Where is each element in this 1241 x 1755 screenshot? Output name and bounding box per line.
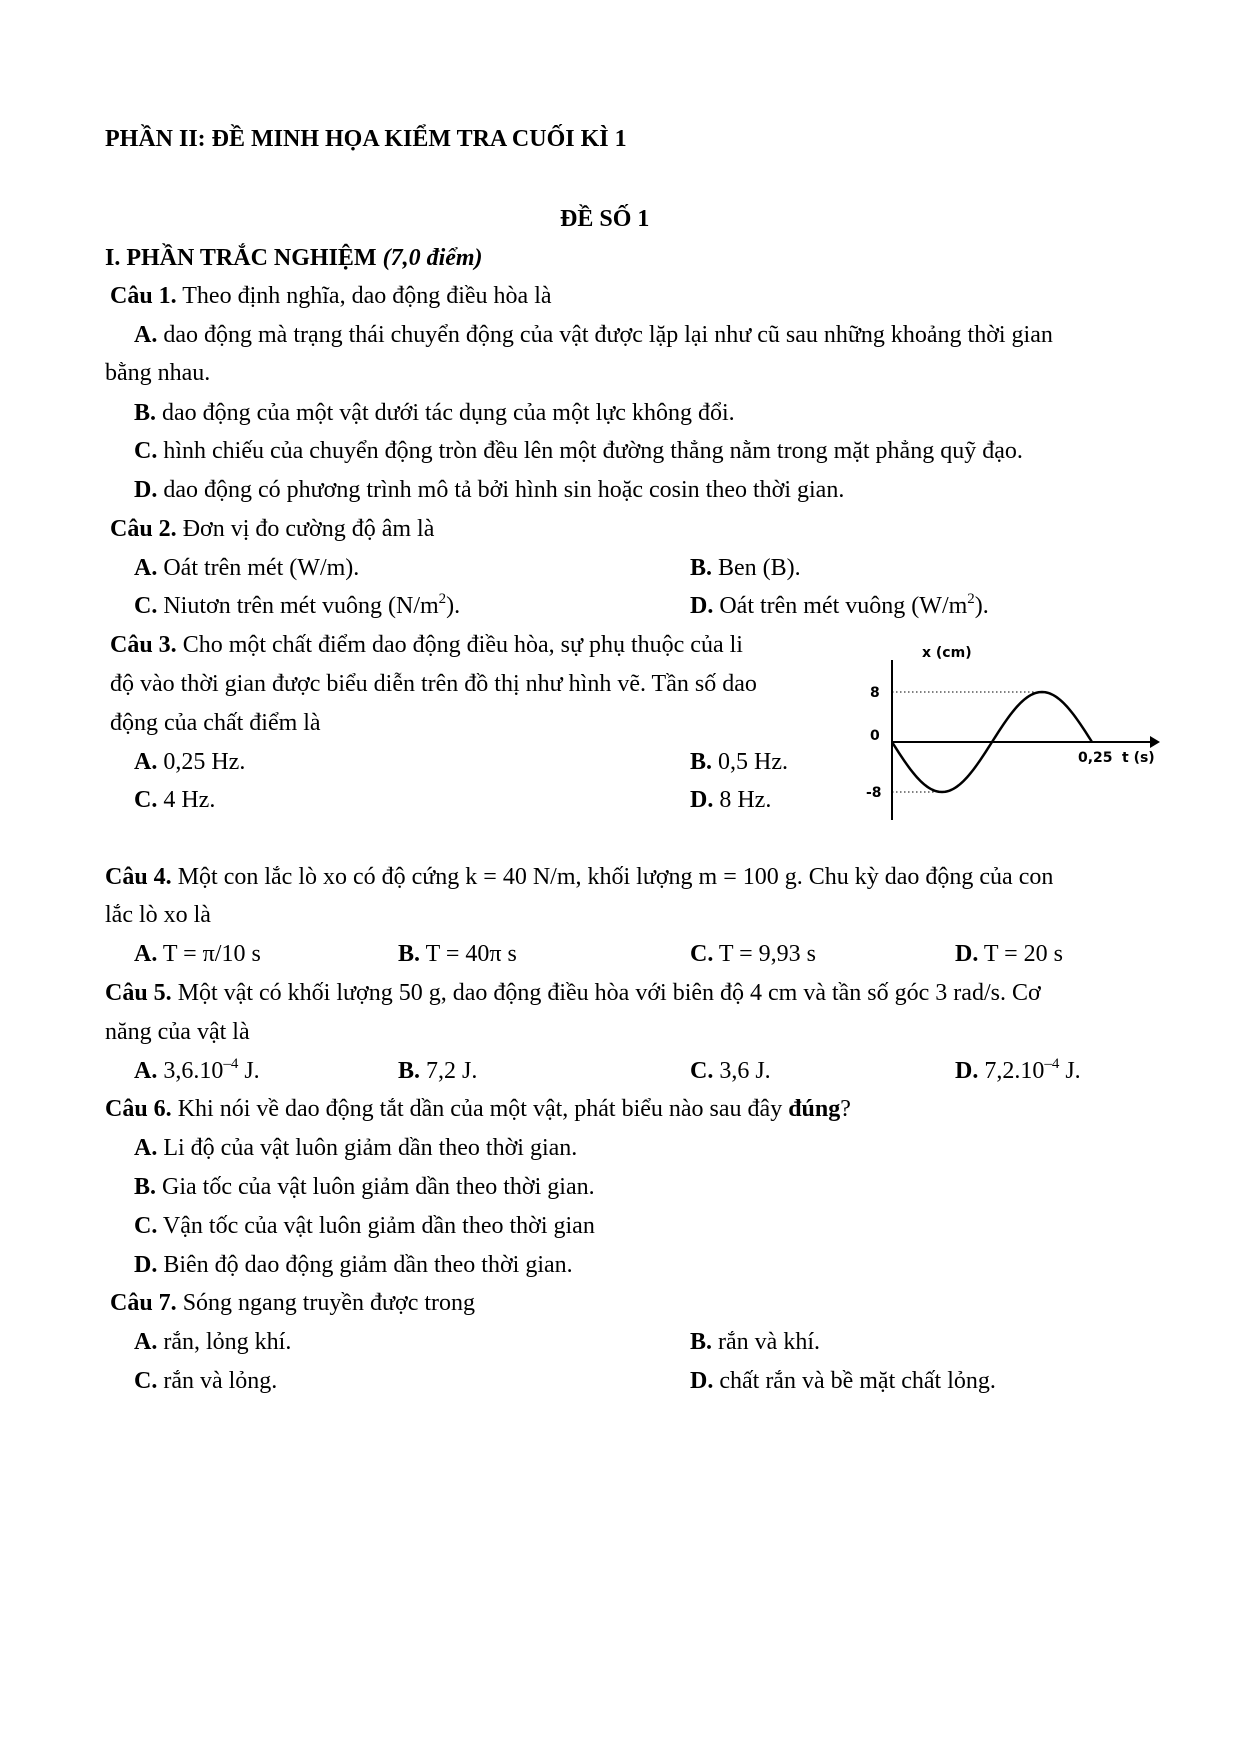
- option-text: Biên độ dao động giảm dần theo thời gian.: [163, 1252, 573, 1278]
- option-text-end: ).: [974, 593, 989, 619]
- x-axis-label: t (s): [1122, 750, 1155, 766]
- option-text: T = 9,93 s: [718, 941, 817, 967]
- option-label: D.: [690, 787, 714, 813]
- q2-option-c[interactable]: [134, 591, 460, 621]
- section-points: (7,0 điểm): [382, 245, 483, 271]
- question-7-text: Sóng ngang truyền được trong: [182, 1290, 476, 1316]
- q1-option-a[interactable]: [134, 320, 1053, 350]
- option-text: 0,25 Hz.: [163, 749, 246, 775]
- option-text: Li độ của vật luôn giảm dần theo thời gian.: [163, 1135, 578, 1161]
- question-4-label: Câu 4.: [105, 864, 172, 890]
- option-label: A.: [134, 941, 158, 967]
- option-label: C.: [690, 1058, 714, 1084]
- option-text: dao động có phương trình mô tả bởi hình sin hoặc cosin theo thời gian.: [163, 477, 845, 503]
- y-axis-label: x (cm): [922, 645, 972, 661]
- option-text: 3,6.10: [163, 1058, 224, 1084]
- q1-option-c[interactable]: [134, 436, 1023, 466]
- question-6-text: Khi nói về dao động tắt dần của một vật, phát biểu nào sau đây: [177, 1096, 789, 1122]
- exam-title: ĐỀ SỐ 1: [560, 206, 650, 232]
- option-label: D.: [955, 941, 979, 967]
- option-text: 4 Hz.: [163, 787, 216, 813]
- q4-option-a[interactable]: [134, 939, 261, 969]
- option-label: A.: [134, 1058, 158, 1084]
- question-7-label: Câu 7.: [110, 1290, 177, 1316]
- q6-option-d[interactable]: [134, 1250, 573, 1280]
- question-3-label: Câu 3.: [110, 632, 177, 658]
- q7-option-b[interactable]: [690, 1327, 820, 1357]
- option-text: T = π/10 s: [162, 941, 261, 967]
- q2-option-d[interactable]: [690, 591, 989, 621]
- question-1-text: Theo định nghĩa, dao động điều hòa là: [182, 283, 552, 309]
- q4-option-b[interactable]: [398, 939, 517, 969]
- question-2-label: Câu 2.: [110, 516, 177, 542]
- option-text: 0,5 Hz.: [718, 749, 788, 775]
- q6-option-c[interactable]: [134, 1211, 595, 1241]
- question-3-stem-line-1: [110, 630, 743, 660]
- option-text: T = 20 s: [983, 941, 1064, 967]
- option-label: C.: [134, 787, 158, 813]
- option-label: C.: [134, 1368, 158, 1394]
- option-text: rắn và lỏng.: [163, 1368, 278, 1394]
- q5-option-a[interactable]: [134, 1056, 260, 1086]
- option-text-end: ).: [446, 593, 461, 619]
- option-label: A.: [134, 1135, 158, 1161]
- question-6-emphasis: đúng: [788, 1096, 841, 1122]
- superscript: –4: [223, 1056, 239, 1072]
- q2-option-b[interactable]: [690, 553, 801, 583]
- option-label: D.: [690, 593, 714, 619]
- q1-option-b[interactable]: [134, 398, 735, 428]
- question-3-stem-line-3: động của chất điểm là: [110, 710, 321, 736]
- q1-option-a-continued: bằng nhau.: [105, 360, 211, 386]
- q7-option-a[interactable]: [134, 1327, 291, 1357]
- question-6-stem: [105, 1094, 851, 1124]
- q7-option-c[interactable]: [134, 1366, 277, 1396]
- question-2-stem: [110, 514, 434, 544]
- option-text: chất rắn và bề mặt chất lỏng.: [719, 1368, 996, 1394]
- option-text: Niutơn trên mét vuông (N/m: [163, 593, 439, 619]
- question-7-stem: [110, 1288, 475, 1318]
- q4-option-d[interactable]: [955, 939, 1063, 969]
- superscript: 2: [967, 591, 975, 607]
- option-text: hình chiếu của chuyển động tròn đều lên một đường thẳng nằm trong mặt phẳng quỹ đạo.: [163, 438, 1023, 464]
- x-axis-arrow: [1150, 736, 1160, 748]
- q7-option-d[interactable]: [690, 1366, 996, 1396]
- y-tick-label: -8: [866, 785, 882, 801]
- question-1-stem: [110, 281, 552, 311]
- question-2-text: Đơn vị đo cường độ âm là: [182, 516, 435, 542]
- question-4-stem-line-2: lắc lò xo là: [105, 902, 211, 928]
- question-6-text-end: ?: [840, 1096, 851, 1122]
- option-label: A.: [134, 749, 158, 775]
- question-5-text: Một vật có khối lượng 50 g, dao động điều hòa với biên độ 4 cm và tần số góc 3 rad/s. Cơ: [177, 980, 1041, 1006]
- option-text: 7,2 J.: [426, 1058, 478, 1084]
- y-tick-label: 8: [870, 685, 880, 701]
- option-label: D.: [955, 1058, 979, 1084]
- option-label: A.: [134, 1329, 158, 1355]
- option-text: 7,2.10: [984, 1058, 1045, 1084]
- option-text: 3,6 J.: [719, 1058, 771, 1084]
- question-4-text: Một con lắc lò xo có độ cứng k = 40 N/m, khối lượng m = 100 g. Chu kỳ dao động của con: [177, 864, 1054, 890]
- option-label: C.: [134, 1213, 158, 1239]
- section-heading: [105, 243, 483, 273]
- oscillation-graph: [860, 640, 1160, 820]
- option-text: T = 40π s: [425, 941, 517, 967]
- option-text: rắn, lỏng khí.: [163, 1329, 292, 1355]
- q1-option-d[interactable]: [134, 475, 844, 505]
- q4-option-c[interactable]: [690, 939, 816, 969]
- question-3-stem-line-2: độ vào thời gian được biểu diễn trên đồ thị như hình vẽ. Tần số dao: [110, 671, 757, 697]
- q5-option-b[interactable]: [398, 1056, 477, 1086]
- question-1-label: Câu 1.: [110, 283, 177, 309]
- option-text: 8 Hz.: [719, 787, 772, 813]
- option-text-end: J.: [1059, 1058, 1081, 1084]
- option-text: Oát trên mét (W/m).: [163, 555, 360, 581]
- q3-option-b[interactable]: [690, 747, 788, 777]
- question-5-stem-line-2: năng của vật là: [105, 1019, 250, 1045]
- option-label: B.: [690, 749, 713, 775]
- superscript: –4: [1044, 1056, 1060, 1072]
- q6-option-b[interactable]: [134, 1172, 595, 1202]
- option-text: Gia tốc của vật luôn giảm dần theo thời gian.: [162, 1174, 595, 1200]
- option-text: rắn và khí.: [718, 1329, 820, 1355]
- option-label: B.: [398, 1058, 421, 1084]
- q5-option-d[interactable]: [955, 1056, 1081, 1086]
- q3-option-a[interactable]: [134, 747, 245, 777]
- option-label: A.: [134, 555, 158, 581]
- option-text-end: J.: [238, 1058, 260, 1084]
- q3-option-c[interactable]: [134, 785, 215, 815]
- option-label: B.: [134, 400, 157, 426]
- option-label: D.: [690, 1368, 714, 1394]
- option-label: D.: [134, 477, 158, 503]
- option-label: D.: [134, 1252, 158, 1278]
- option-text: dao động của một vật dưới tác dụng của một lực không đổi.: [162, 400, 735, 426]
- option-text: Vận tốc của vật luôn giảm dần theo thời gian: [162, 1213, 595, 1239]
- part-title: PHẦN II: ĐỀ MINH HỌA KIỂM TRA CUỐI KÌ 1: [105, 126, 627, 152]
- question-6-label: Câu 6.: [105, 1096, 172, 1122]
- question-5-label: Câu 5.: [105, 980, 172, 1006]
- option-label: B.: [134, 1174, 157, 1200]
- section-title: I. PHẦN TRẮC NGHIỆM: [105, 245, 377, 271]
- question-3-text: Cho một chất điểm dao động điều hòa, sự phụ thuộc của li: [182, 632, 743, 658]
- q2-option-a[interactable]: [134, 553, 359, 583]
- question-5-stem-line-1: [105, 978, 1041, 1008]
- option-text: Oát trên mét vuông (W/m: [719, 593, 968, 619]
- option-text: Ben (B).: [718, 555, 801, 581]
- option-label: B.: [398, 941, 421, 967]
- question-4-stem-line-1: [105, 862, 1053, 892]
- option-label: C.: [690, 941, 714, 967]
- option-label: A.: [134, 322, 158, 348]
- x-tick-label: 0,25: [1078, 750, 1113, 766]
- option-label: B.: [690, 1329, 713, 1355]
- q5-option-c[interactable]: [690, 1056, 771, 1086]
- superscript: 2: [438, 591, 447, 607]
- q3-option-d[interactable]: [690, 785, 771, 815]
- q6-option-a[interactable]: [134, 1133, 577, 1163]
- y-tick-label: 0: [870, 728, 880, 744]
- option-text: dao động mà trạng thái chuyển động của vật được lặp lại như cũ sau những khoảng thời gian: [163, 322, 1053, 348]
- option-label: C.: [134, 593, 158, 619]
- option-label: B.: [690, 555, 713, 581]
- option-label: C.: [134, 438, 158, 464]
